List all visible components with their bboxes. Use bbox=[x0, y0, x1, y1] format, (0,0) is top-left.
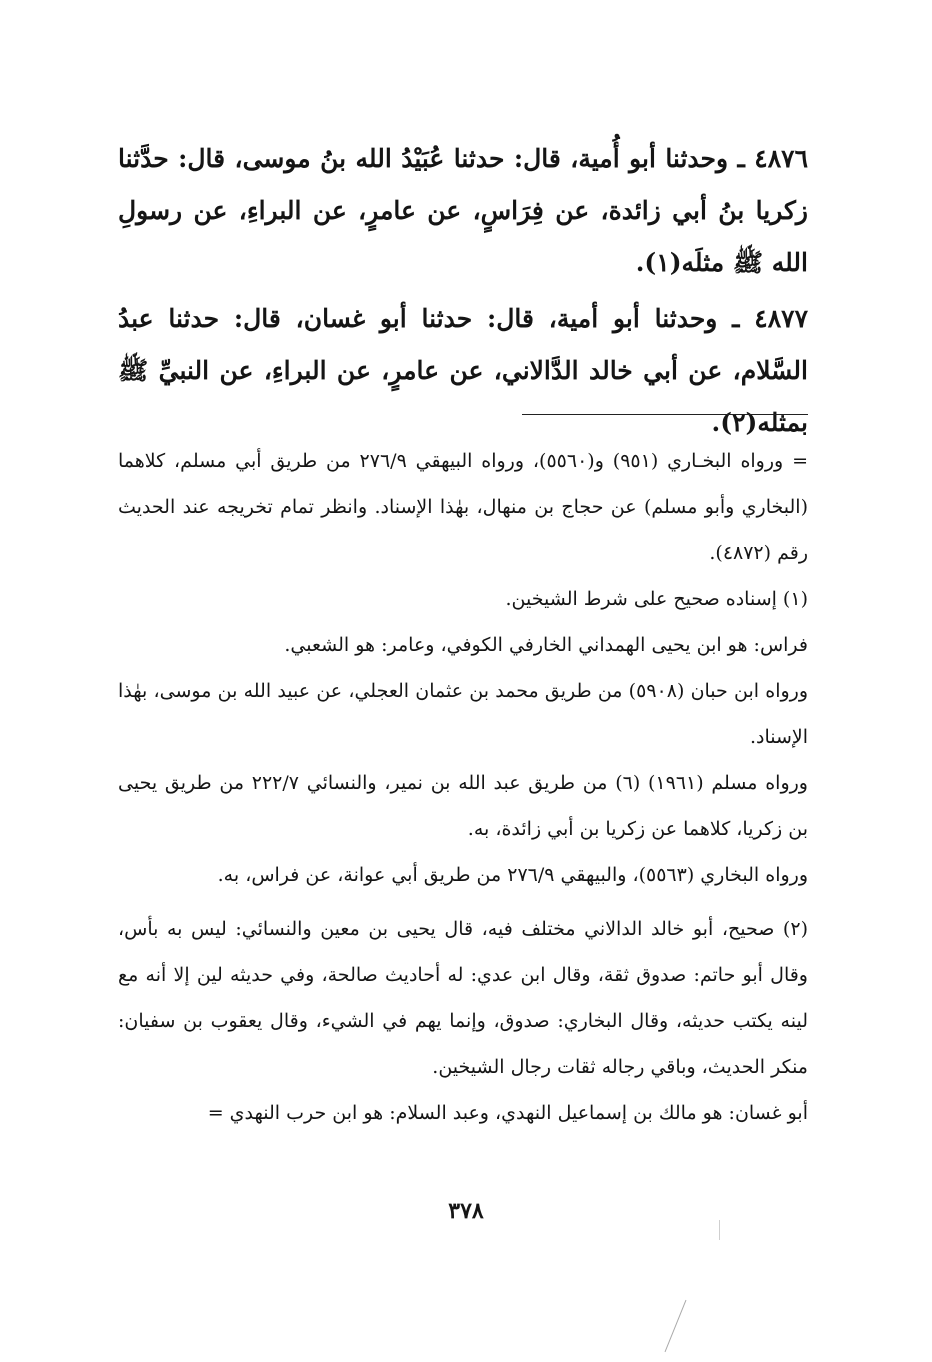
scan-mark bbox=[719, 1220, 720, 1240]
footnote-1-paragraph: ورواه ابن حبان (٥٩٠٨) من طريق محمد بن عثمان العجلي، عن عبيد الله بن موسى، بهٰذا الإسناد. bbox=[118, 680, 808, 748]
footnote-1-paragraph: ورواه البخاري (٥٥٦٣)، والبيهقي ٢٧٦/٩ من طريق أبي عوانة، عن فراس، به. bbox=[217, 864, 808, 886]
footnotes bbox=[118, 438, 808, 1136]
footnote-2-heading: (٢) صحيح، أبو خالد الدالاني مختلف فيه، قال يحيى بن معين والنسائي: ليس به بأس، وقال أبو حاتم: صدوق ثقة، وقال ابن عدي: له أحاديث صالحة، وفي حديثه لين إلا أنه مع لينه يكتب حديثه، وقال البخاري: صدوق، وإنما يهم في الشيء، وقال يعقوب بن سفيان: منكر الحديث، وباقي رجاله ثقات رجال الشيخين. bbox=[118, 918, 808, 1078]
footnote-2-paragraph: أبو غسان: هو مالك بن إسماعيل النهدي، وعبد السلام: هو ابن حرب النهدي = bbox=[207, 1102, 808, 1124]
page-number: ٣٧٨ bbox=[448, 1198, 484, 1224]
footnote-1-paragraph: فراس: هو ابن يحيى الهمداني الخارفي الكوفي، وعامر: هو الشعبي. bbox=[284, 634, 808, 656]
footnote-continuation: = ورواه البخـاري (٩٥١) و(٥٥٦٠)، ورواه البيهقي ٢٧٦/٩ من طريق أبي مسلم، كلاهما (البخاري وأبو مسلم) عن حجاج بن منهال، بهٰذا الإسناد. وانظر تمام تخريجه عند الحديث رقم (٤٨٧٢). bbox=[118, 450, 809, 564]
scan-mark bbox=[665, 1300, 687, 1352]
footnote-separator bbox=[522, 414, 808, 415]
hadith-4877: ٤٨٧٧ ـ وحدثنا أبو أمية، قال: حدثنا أبو غسان، قال: حدثنا عبدُ السَّلام، عن أبي خالد الدَّالاني، عن عامرٍ، عن البراءِ، عن النبيِّ ﷺ بمثله(٢). bbox=[118, 304, 809, 437]
footnote-1-heading: (١) إسناده صحيح على شرط الشيخين. bbox=[505, 588, 808, 610]
hadith-4876: ٤٨٧٦ ـ وحدثنا أبو أُمية، قال: حدثنا عُبَيْدُ الله بنُ موسى، قال: حدَّثنا زكريا بنُ أبي زائدة، عن فِرَاسٍ، عن عامرٍ، عن البراءِ، عن رسولِ الله ﷺ مثلَه(١). bbox=[118, 144, 808, 277]
footnote-1-paragraph: ورواه مسلم (١٩٦١) (٦) من طريق عبد الله بن نمير، والنسائي ٢٢٢/٧ من طريق يحيى بن زكريا، كلاهما عن زكريا بن أبي زائدة، به. bbox=[118, 772, 808, 840]
